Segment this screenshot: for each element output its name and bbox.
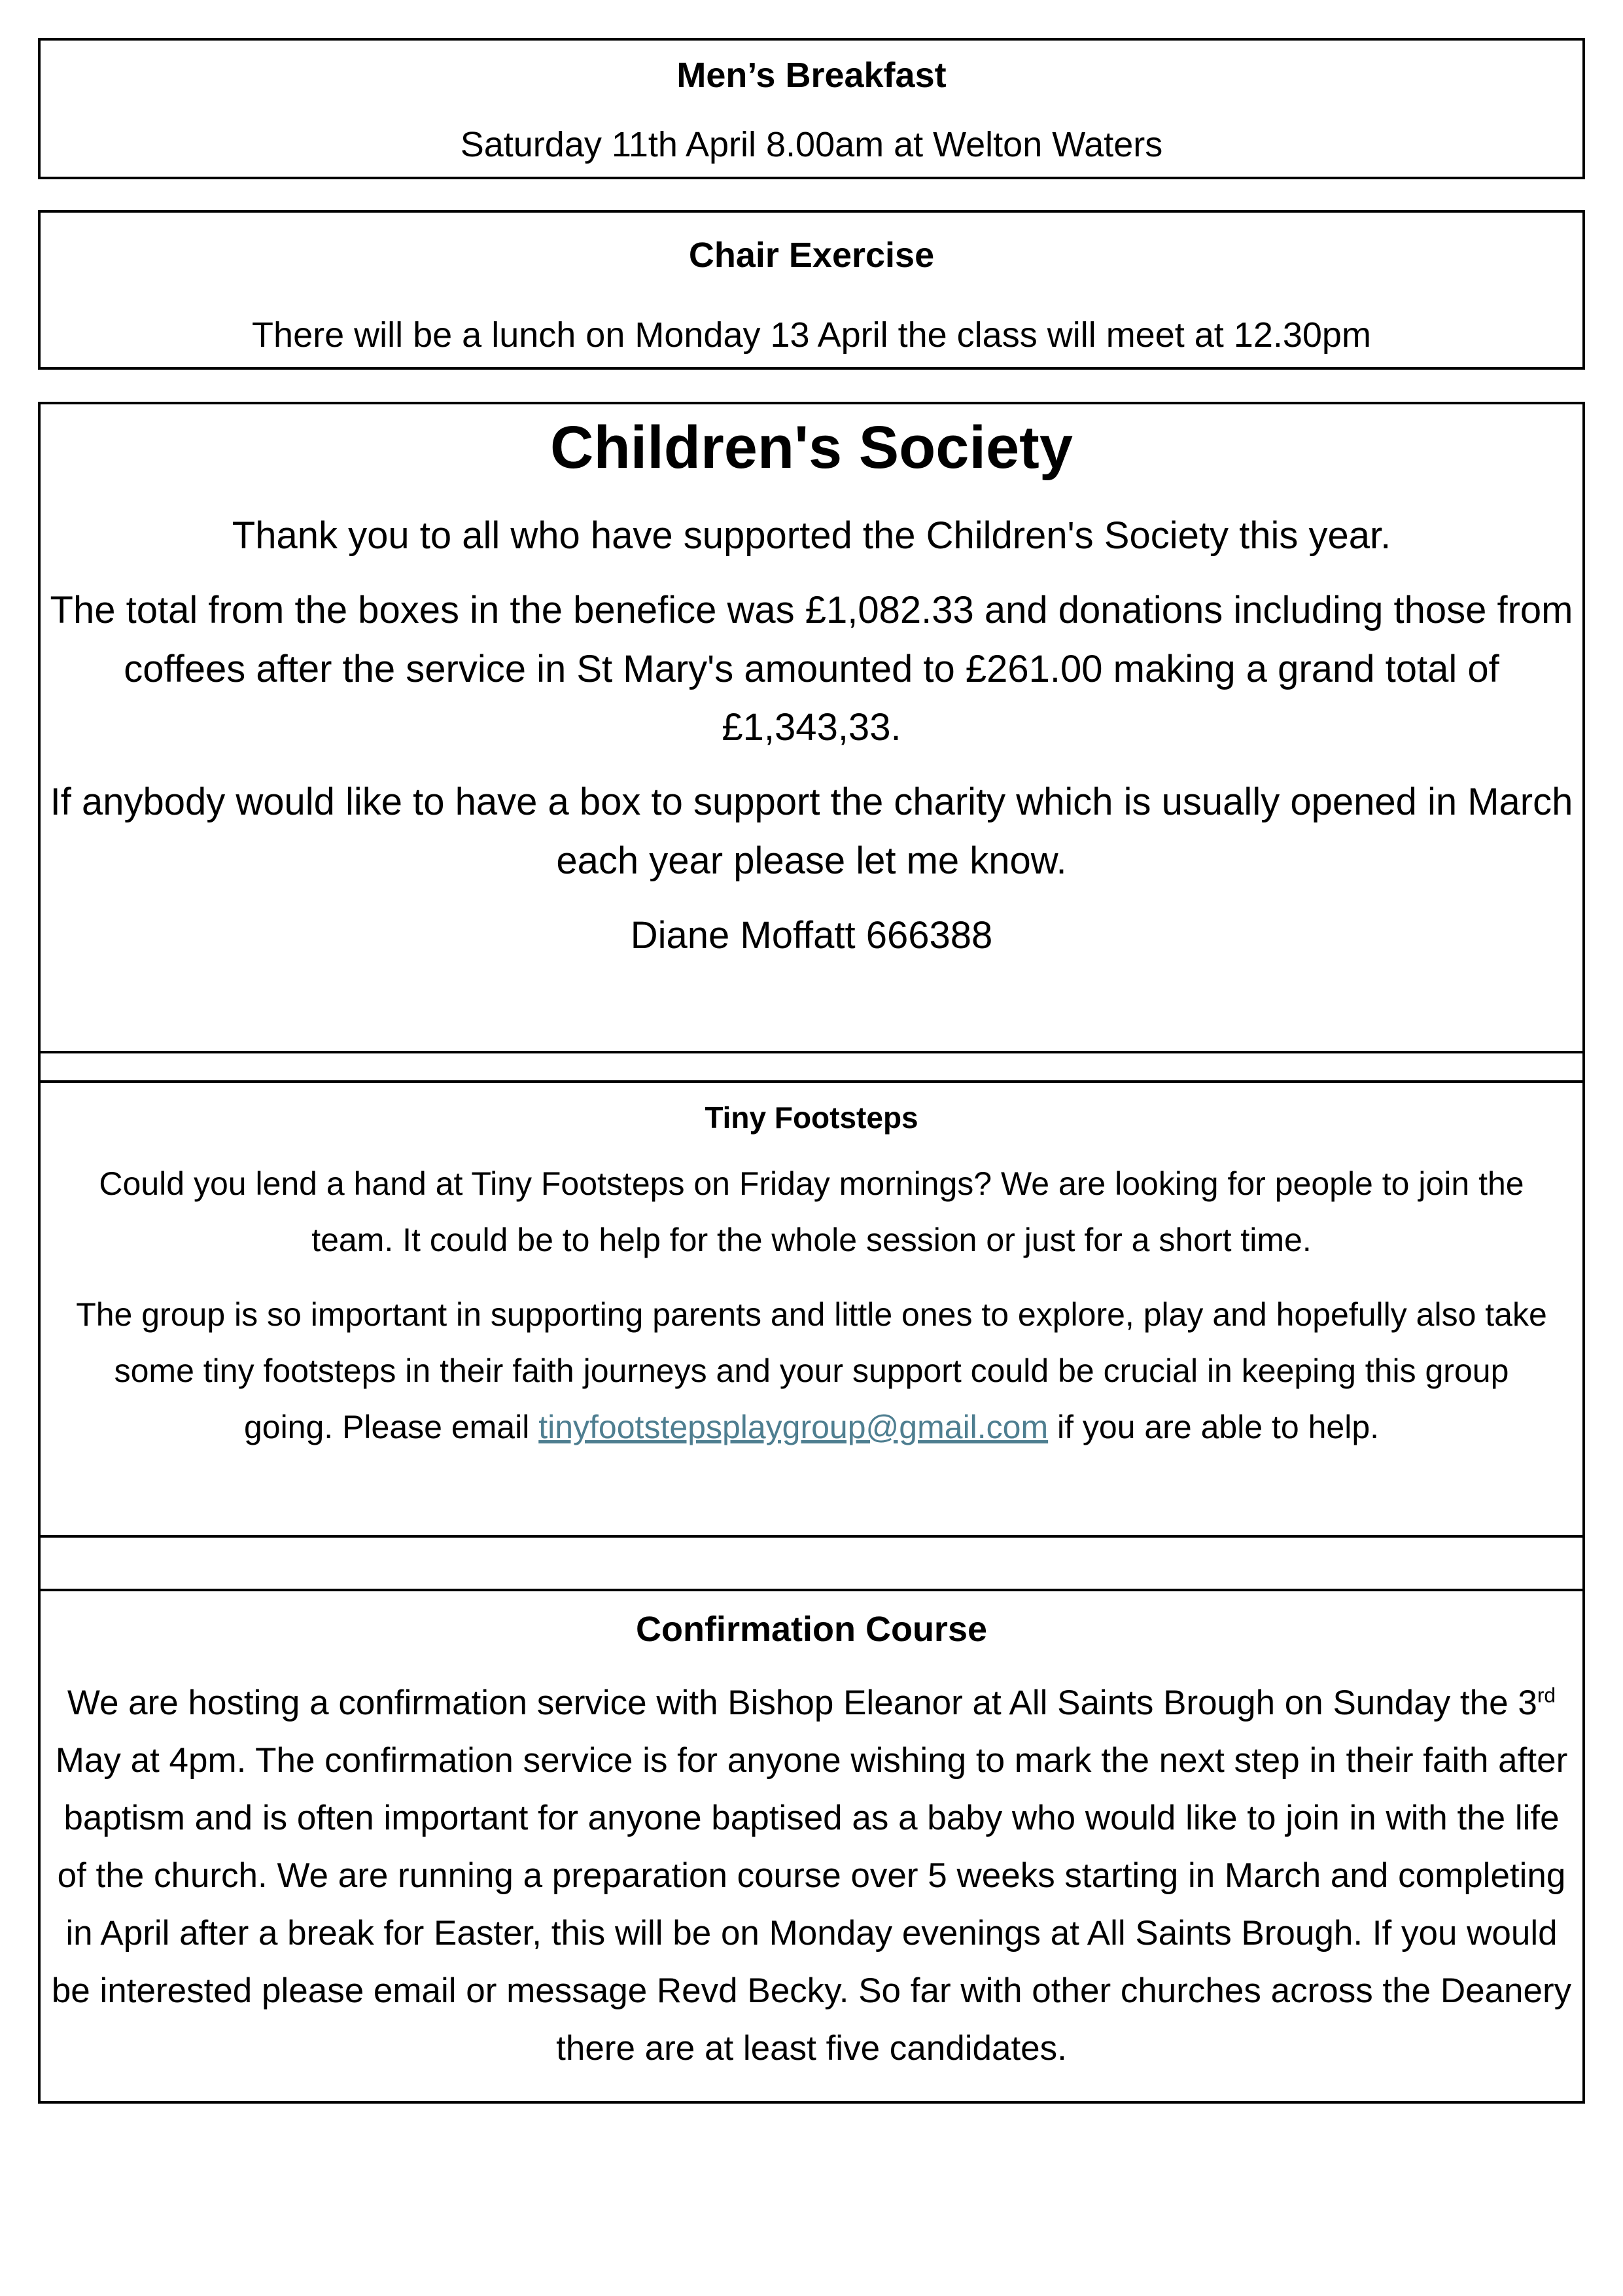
section-tiny-footsteps <box>41 1080 1582 1535</box>
tiny-footsteps-title: Tiny Footsteps <box>705 1101 918 1135</box>
tiny-footsteps-paragraph-2 <box>66 1286 1558 1455</box>
confirmation-course-paragraph <box>50 1674 1573 2077</box>
childrens-society-title: Children's Society <box>550 414 1073 481</box>
confirmation-course-text-after: May at 4pm. The confirmation service is for anyone wishing to mark the next step in their faith after baptism and is often important for anyone baptised as a baby who would like to join in with the life of the church. We are running a preparation course over 5 weeks starting in March and completing in April after a break for Easter, this will be on Monday evenings at All Saints Brough. If you would be interested please email or message Revd Becky. So far with other churches across the Deanery there are at least five candidates. <box>51 1740 1572 2068</box>
childrens-society-paragraph-2: The total from the boxes in the benefice was £1,082.33 and donations including those from coffees after the service in St Mary's amounted to £261.00 making a grand total of £1,343,33. <box>50 588 1573 749</box>
bordered-section-group <box>38 402 1585 2104</box>
section-childrens-society <box>41 404 1582 1051</box>
spacer-row-2 <box>41 1535 1582 1589</box>
chair-exercise-body: There will be a lunch on Monday 13 April the class will meet at 12.30pm <box>252 315 1371 355</box>
confirmation-course-title: Confirmation Course <box>635 1610 988 1649</box>
tiny-footsteps-paragraph-2-text-after: if you are able to help. <box>1048 1409 1380 1446</box>
tiny-footsteps-paragraph-1: Could you lend a hand at Tiny Footsteps on Friday mornings? We are looking for people to join the team. It could be to help for the whole session or just for a short time. <box>99 1165 1524 1259</box>
childrens-society-paragraph-1: Thank you to all who have supported the Children's Society this year. <box>232 514 1391 557</box>
spacer-row-1 <box>41 1051 1582 1080</box>
childrens-society-paragraph-3: If anybody would like to have a box to support the charity which is usually opened in March each year please let me know. <box>50 781 1573 883</box>
mens-breakfast-body: Saturday 11th April 8.00am at Welton Waters <box>460 125 1163 165</box>
playgroup-email-link[interactable]: tinyfootstepsplaygroup@gmail.com <box>538 1409 1049 1446</box>
chair-exercise-title: Chair Exercise <box>688 236 935 275</box>
ordinal-superscript: rd <box>1537 1683 1556 1707</box>
mens-breakfast-title: Men’s Breakfast <box>676 56 947 95</box>
childrens-society-contact: Diane Moffatt 666388 <box>630 914 993 957</box>
tiny-footsteps-paragraph-2-text: The group is so important in supporting parents and little ones to explore, play and hopefully also take some tiny footsteps in their faith journeys and your support could be crucial in keeping this group going. Please email <box>76 1296 1547 1446</box>
section-mens-breakfast <box>38 38 1585 179</box>
section-chair-exercise <box>38 210 1585 370</box>
confirmation-course-text: We are hosting a confirmation service with Bishop Eleanor at All Saints Brough on Sunday the 3 <box>67 1683 1537 1722</box>
section-confirmation-course <box>41 1589 1582 2101</box>
